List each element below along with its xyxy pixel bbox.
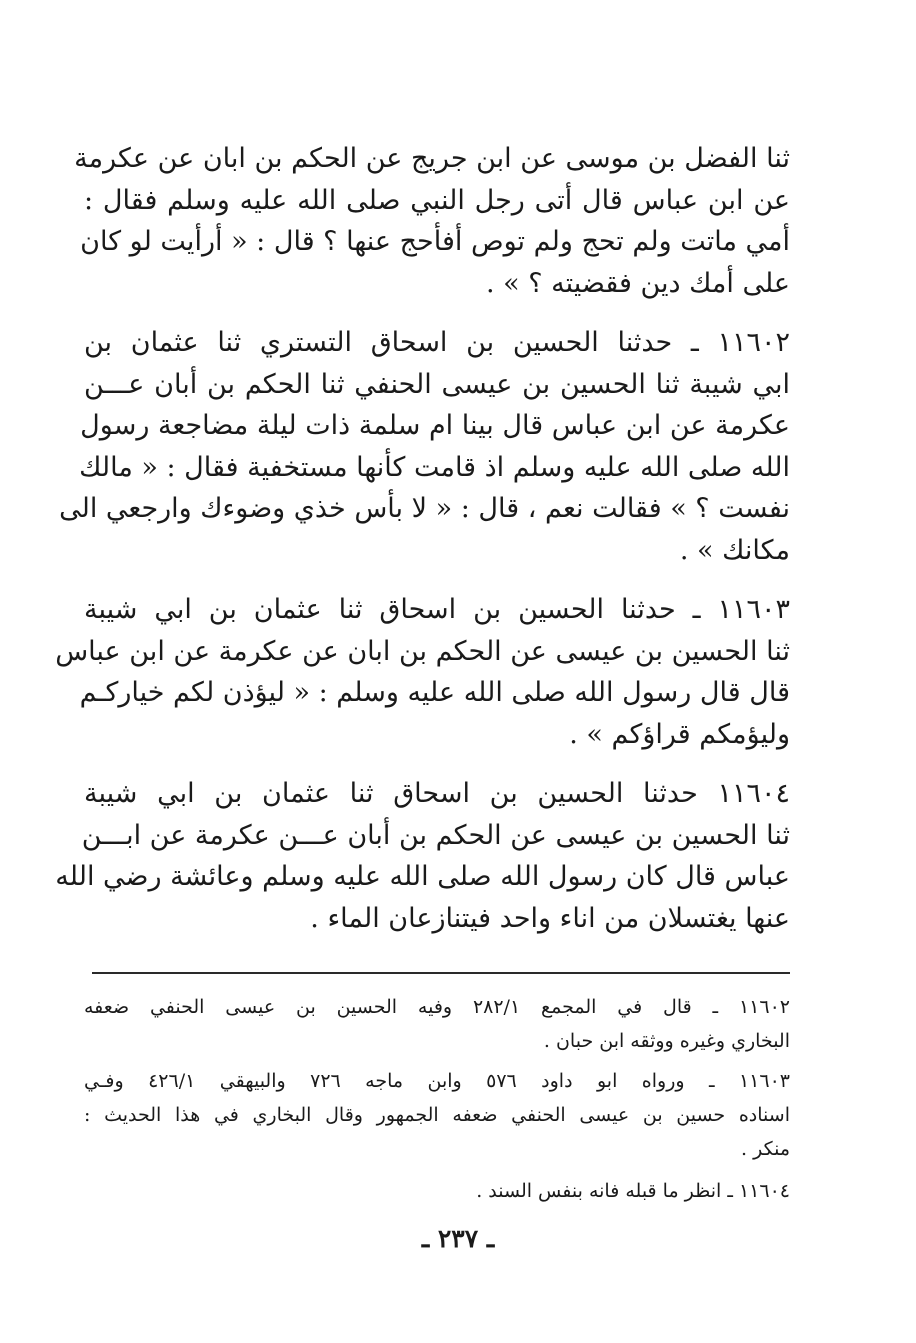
footnote-11603: [84, 1064, 790, 1166]
text-line: عنها يغتسلان من اناء واحد فيتنازعان الماء .: [310, 902, 790, 934]
text-line: ثنا الفضل بن موسى عن ابن جريج عن الحكم بن ابان عن عكرمة: [74, 143, 790, 174]
hadith-paragraph-11602: [59, 322, 790, 571]
text-line: الله صلى الله عليه وسلم اذ قامت كأنها مستخفية فقال : « مالك: [79, 451, 790, 483]
main-text: [55, 138, 790, 957]
text-line: ابي شيبة ثنا الحسين بن عيسى الحنفي ثنا الحكم بن أبان عـــن: [84, 368, 790, 400]
text-line: ١١٦٠٤ حدثنا الحسين بن اسحاق ثنا عثمان بن ابي شيبة: [84, 778, 790, 809]
footnote-divider: [92, 972, 790, 974]
page-number: ـ ٢٣٧ ـ: [421, 1224, 495, 1253]
text-line: ثنا الحسين بن عيسى عن الحكم بن أبان عـــن عكرمة عن ابـــن: [81, 819, 790, 851]
footnote-line: ١١٦٠٣ ـ ورواه ابو داود ٥٧٦ وابن ماجه ٧٢٦ والبيهقي ٤٢٦/١ وفـي: [84, 1070, 790, 1092]
text-line: مكانك » .: [679, 534, 790, 566]
footnote-line: ١١٦٠٤ ـ انظر ما قبله فانه بنفس السند .: [476, 1180, 790, 1202]
text-line: عباس قال كان رسول الله صلى الله عليه وسلم وعائشة رضي الله: [55, 861, 790, 892]
text-line: عن ابن عباس قال أتى رجل النبي صلى الله عليه وسلم فقال :: [84, 184, 790, 216]
text-line: عكرمة عن ابن عباس قال بينا ام سلمة ذات ليلة مضاجعة رسول: [80, 410, 790, 441]
text-line: قال قال رسول الله صلى الله عليه وسلم : « ليؤذن لكم خياركـم: [79, 677, 790, 708]
footnote-11604: [84, 1174, 790, 1208]
text-line: وليؤمكم قراؤكم » .: [569, 718, 790, 750]
hadith-paragraph-11603: [55, 589, 790, 755]
footnote-11602: [84, 990, 790, 1058]
hadith-paragraph-11604: [55, 773, 790, 939]
footnote-line: ١١٦٠٢ ـ قال في المجمع ٢٨٢/١ وفيه الحسين بن عيسى الحنفي ضعفه: [84, 996, 790, 1018]
text-line: ثنا الحسين بن عيسى عن الحكم بن ابان عن عكرمة عن ابن عباس: [55, 635, 790, 667]
footnote-line: اسناده حسين بن عيسى الحنفي ضعفه الجمهور وقال البخاري في هذا الحديث :: [84, 1104, 790, 1126]
text-line: ١١٦٠٣ ـ حدثنا الحسين بن اسحاق ثنا عثمان بن ابي شيبة: [84, 594, 790, 625]
text-line: نفست ؟ » فقالت نعم ، قال : « لا بأس خذي وضوءك وارجعي الى: [59, 493, 790, 524]
text-line: على أمك دين فقضيته ؟ » .: [485, 267, 790, 299]
hadith-paragraph-continuation: [74, 138, 790, 304]
text-line: أمي ماتت ولم تحج ولم توص أفأحج عنها ؟ قال : « أرأيت لو كان: [80, 226, 790, 257]
footnote-line: منكر .: [741, 1138, 790, 1160]
footnotes: [84, 990, 790, 1214]
footnote-line: البخاري وغيره ووثقه ابن حبان .: [543, 1030, 790, 1052]
text-line: ١١٦٠٢ ـ حدثنا الحسين بن اسحاق التستري ثنا عثمان بن: [84, 327, 790, 358]
